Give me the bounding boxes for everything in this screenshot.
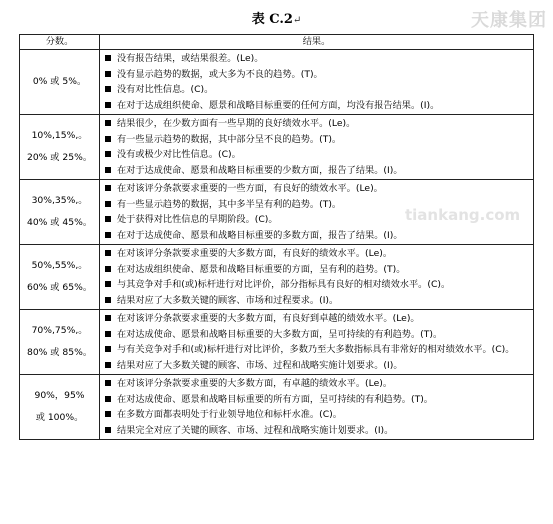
header-result: 结果。 <box>100 35 534 50</box>
result-item: 没有对比性信息。(C)。 <box>105 82 529 98</box>
result-cell <box>100 50 534 115</box>
result-item: 在对于达成使命、愿景和战略目标重要的少数方面，报告了结果。(I)。 <box>105 163 529 179</box>
result-item: 在对该评分条款要求重要的大多数方面，有良好到卓越的绩效水平。(Le)。 <box>105 311 529 327</box>
score-cell <box>20 245 100 310</box>
score-text: 20% 或 25%。 <box>26 152 93 163</box>
score-text: 60% 或 65%。 <box>26 282 93 293</box>
result-cell <box>100 310 534 375</box>
score-text: 30%,35%,。 <box>31 195 88 206</box>
score-cell <box>20 375 100 440</box>
table-row <box>20 115 534 180</box>
result-item: 结果对应了大多数关键的顾客、市场和过程要求。(I)。 <box>105 293 529 309</box>
score-text: 50%,55%,。 <box>31 260 88 271</box>
result-item: 在对达成组织使命、愿景和战略目标重要的方面，呈有利的趋势。(T)。 <box>105 262 529 278</box>
result-item: 在对于达成使命、愿景和战略目标重要的多数方面，报告了结果。(I)。 <box>105 228 529 244</box>
result-item: 在多数方面都表明处于行业领导地位和标杆水准。(C)。 <box>105 407 529 423</box>
result-item: 与有关竞争对手和(或)标杆进行对比评价，多数乃至大多数指标具有非常好的相对绩效水平。(C)。 <box>105 342 529 358</box>
scoring-table <box>19 34 534 440</box>
result-cell <box>100 115 534 180</box>
score-cell <box>20 50 100 115</box>
result-cell <box>100 245 534 310</box>
result-item: 有一些显示趋势的数据，其中部分呈不良的趋势。(T)。 <box>105 132 529 148</box>
result-item: 有一些显示趋势的数据，其中多半呈有利的趋势。(T)。 <box>105 197 529 213</box>
result-cell <box>100 375 534 440</box>
header-row <box>20 35 534 50</box>
table-row <box>20 245 534 310</box>
result-cell <box>100 180 534 245</box>
watermark-logo: 天康集团 <box>471 10 547 31</box>
table-row <box>20 310 534 375</box>
score-text: 80% 或 85%。 <box>26 347 93 358</box>
watermark-url: tiankang.com <box>405 206 521 224</box>
result-item: 结果完全对应了关键的顾客、市场、过程和战略实施计划要求。(I)。 <box>105 423 529 439</box>
result-item: 没有报告结果，或结果很差。(Le)。 <box>105 51 529 67</box>
score-cell <box>20 115 100 180</box>
table-title: 表 C.2↵ <box>251 12 302 27</box>
score-text: 10%,15%,。 <box>31 130 88 141</box>
table-row <box>20 180 534 245</box>
result-item: 结果对应了大多数关键的顾客、市场、过程和战略实施计划要求。(I)。 <box>105 358 529 374</box>
result-item: 在对该评分条款要求重要的大多数方面，有良好的绩效水平。(Le)。 <box>105 246 529 262</box>
result-item: 与其竞争对手和(或)标杆进行对比评价，部分指标具有良好的相对绩效水平。(C)。 <box>105 277 529 293</box>
score-text: 或 100%。 <box>35 412 84 423</box>
score-text: 0% 或 5%。 <box>32 76 87 87</box>
score-text: 40% 或 45%。 <box>26 217 93 228</box>
result-item: 在对于达成组织使命、愿景和战略目标重要的任何方面，均没有报告结果。(I)。 <box>105 98 529 114</box>
result-item: 处于获得对比性信息的早期阶段。(C)。 <box>105 212 529 228</box>
result-item: 没有显示趋势的数据，或大多为不良的趋势。(T)。 <box>105 67 529 83</box>
score-text: 70%,75%,。 <box>31 325 88 336</box>
result-item: 在对该评分条款要求重要的大多数方面，有卓越的绩效水平。(Le)。 <box>105 376 529 392</box>
result-item: 结果很少，在少数方面有一些早期的良好绩效水平。(Le)。 <box>105 116 529 132</box>
result-item: 没有或极少对比性信息。(C)。 <box>105 147 529 163</box>
result-item: 在对达成使命、愿景和战略目标重要的所有方面，呈可持续的有利趋势。(T)。 <box>105 392 529 408</box>
table-row <box>20 375 534 440</box>
score-cell <box>20 180 100 245</box>
table-row <box>20 50 534 115</box>
score-cell <box>20 310 100 375</box>
header-score: 分数。 <box>20 35 100 50</box>
result-item: 在对该评分条款要求重要的一些方面，有良好的绩效水平。(Le)。 <box>105 181 529 197</box>
score-text: 90%，95% <box>34 390 85 401</box>
result-item: 在对达成使命、愿景和战略目标重要的大多数方面，呈可持续的有利趋势。(T)。 <box>105 327 529 343</box>
